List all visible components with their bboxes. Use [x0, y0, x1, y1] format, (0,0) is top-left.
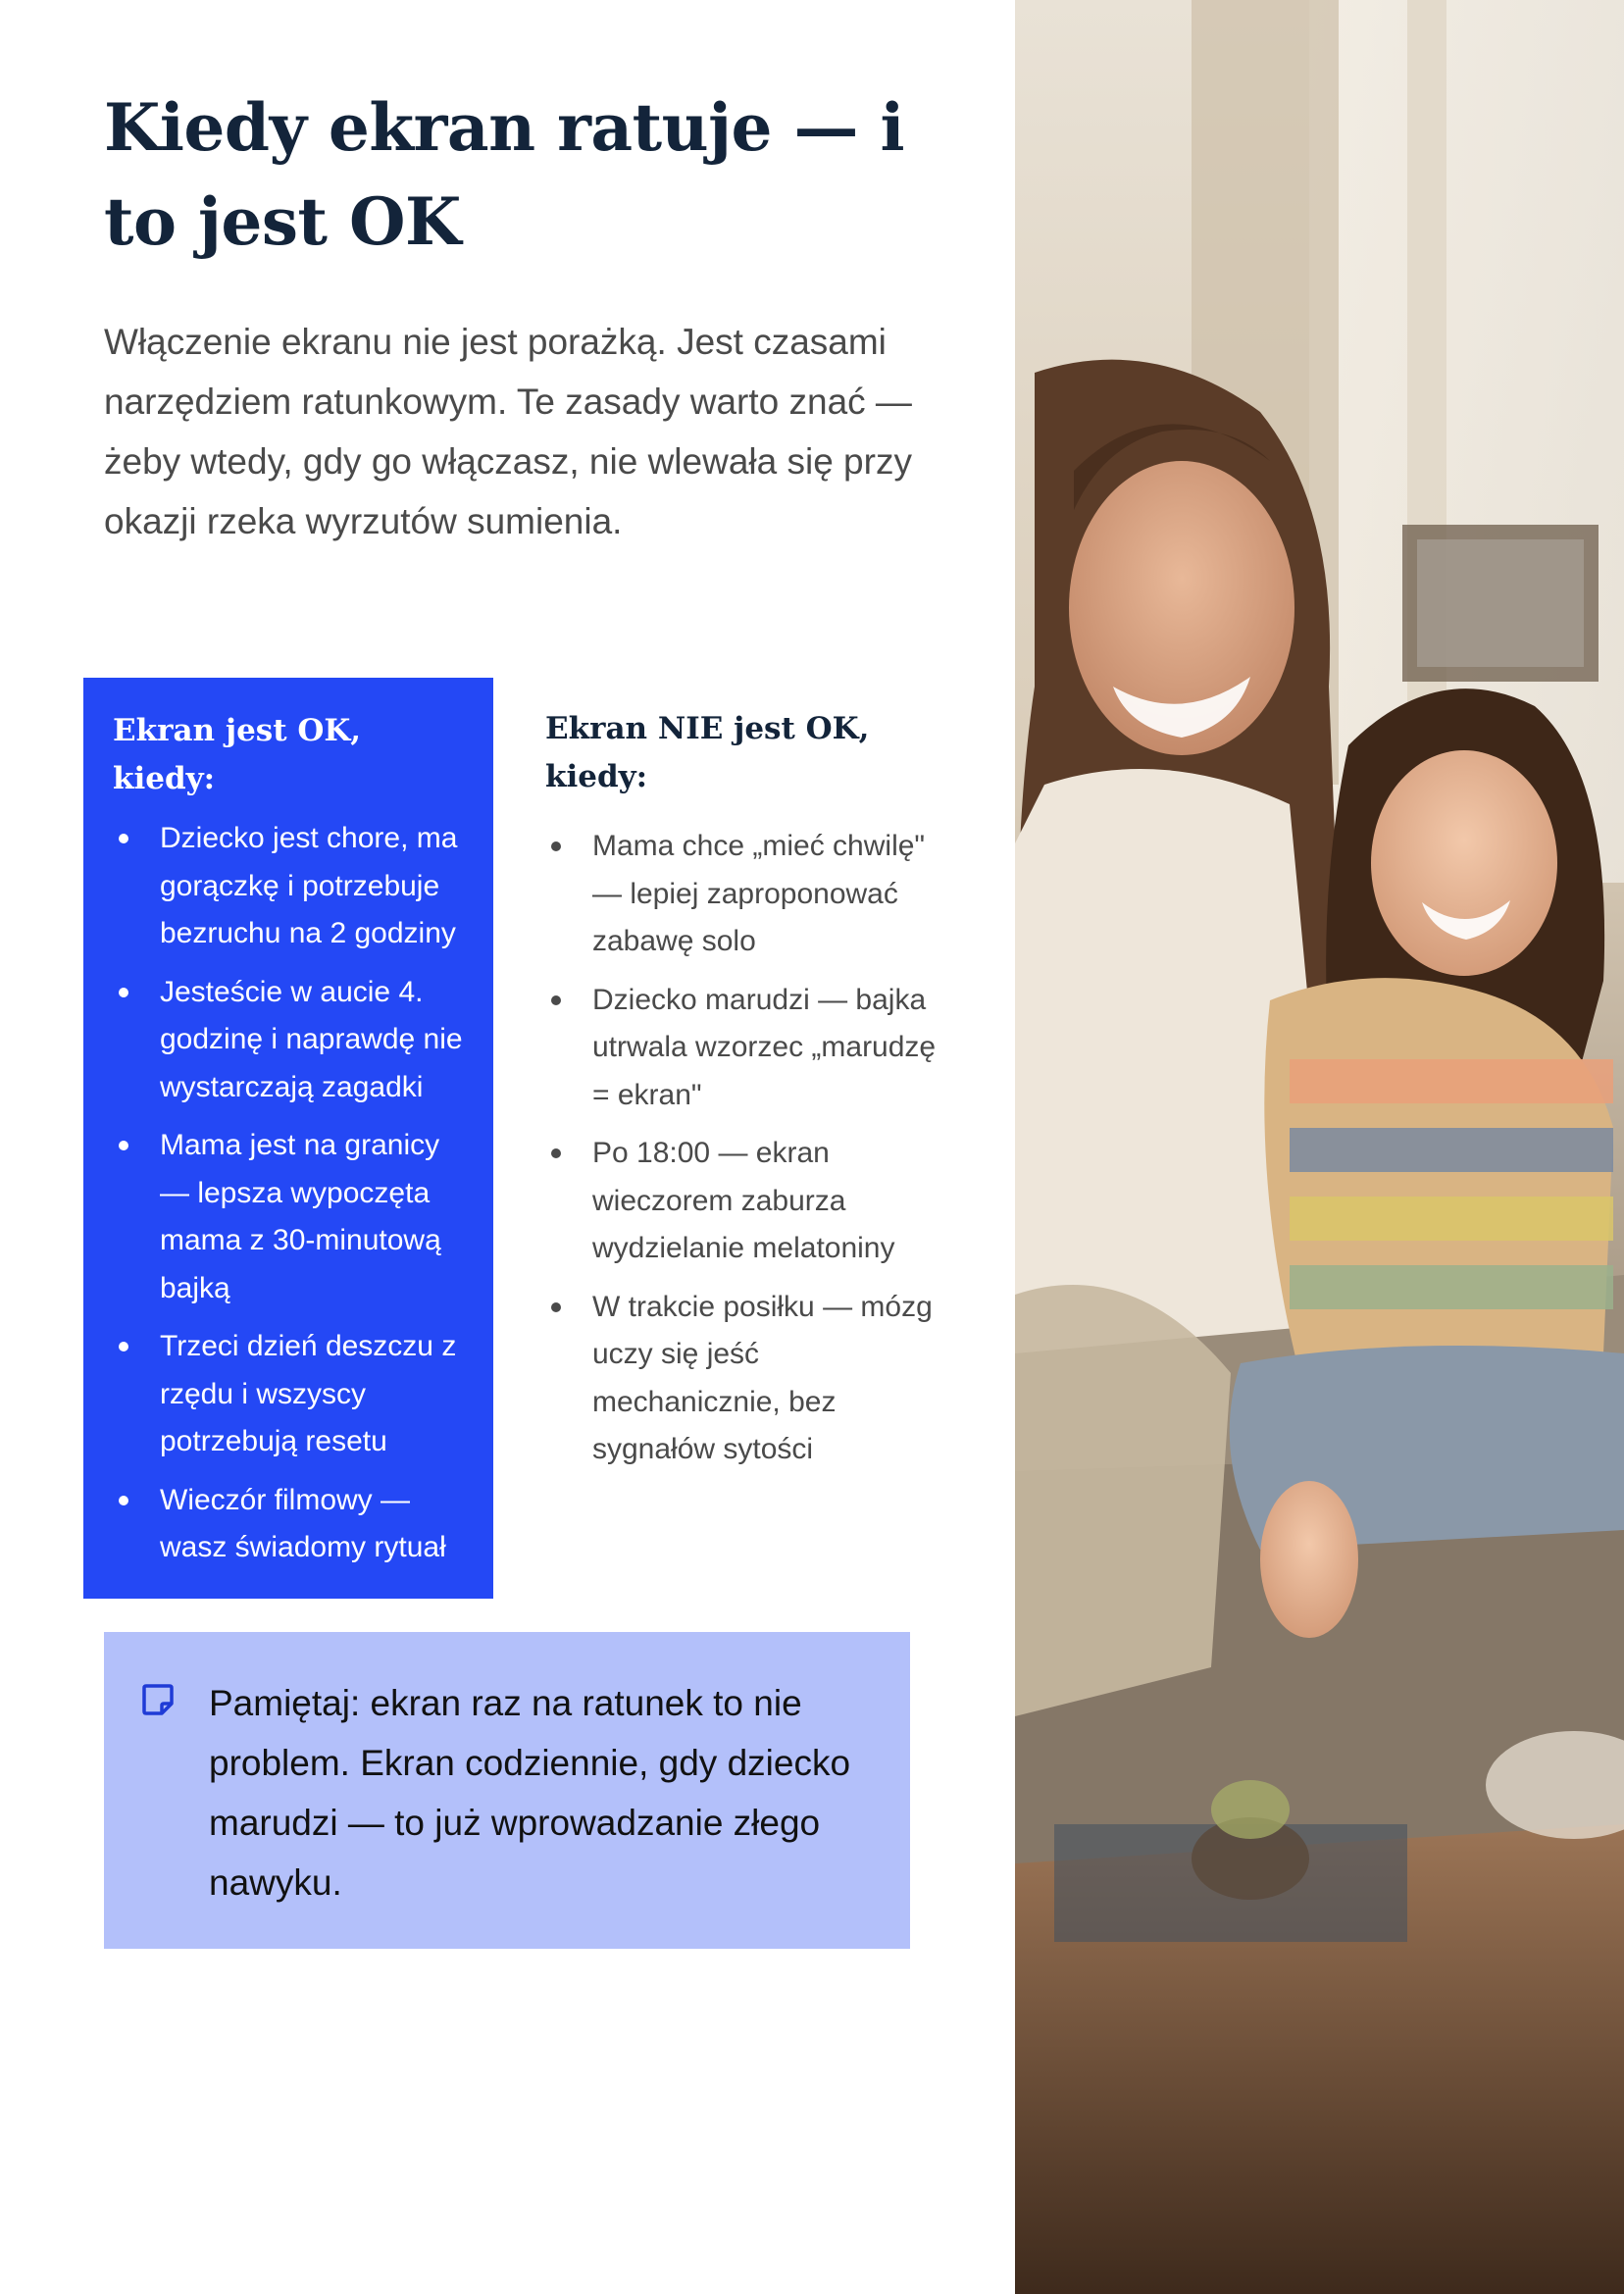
- list-item-text: W trakcie posiłku — mózg uczy się jeść mechanicznie, bez sygnałów sytości: [592, 1290, 933, 1465]
- bullet-icon: [551, 1302, 561, 1312]
- bullet-icon: [551, 1148, 561, 1158]
- bullet-icon: [119, 834, 128, 843]
- screen-not-ok-heading: Ekran NIE jest OK, kiedy:: [545, 711, 870, 794]
- mother-and-daughter-on-sofa-photo: [1015, 0, 1624, 2294]
- list-item-text: Jesteście w aucie 4. godzinę i naprawdę nie wystarczają zagadki: [160, 975, 463, 1103]
- screen-ok-list: [113, 815, 464, 1572]
- screen-ok-box: [83, 678, 493, 1599]
- list-item: [113, 969, 464, 1112]
- bullet-icon: [551, 841, 561, 851]
- bullet-icon: [119, 988, 128, 997]
- screen-ok-heading: Ekran jest OK, kiedy:: [113, 713, 362, 796]
- list-item-text: Wieczór filmowy — wasz świadomy rytuał: [160, 1483, 446, 1563]
- bullet-icon: [119, 1496, 128, 1505]
- list-item: [113, 1122, 464, 1312]
- list-item: [545, 1284, 938, 1474]
- list-item-text: Dziecko jest chore, ma gorączkę i potrzebuje bezruchu na 2 godziny: [160, 822, 458, 949]
- intro-paragraph: Włączenie ekranu nie jest porażką. Jest czasami narzędziem ratunkowym. Te zasady warto znać — żeby wtedy, gdy go włączasz, nie wlewała się przy okazji rzeka wyrzutów sumienia.: [104, 322, 912, 541]
- list-item: [113, 1477, 464, 1572]
- page-title: Kiedy ekran ratuje — i to jest OK: [104, 89, 905, 260]
- note-icon: [141, 1683, 175, 1716]
- screen-not-ok-list: [545, 823, 938, 1474]
- screen-not-ok-section: [545, 705, 938, 1485]
- bullet-icon: [119, 1141, 128, 1150]
- list-item-text: Trzeci dzień deszczu z rzędu i wszyscy potrzebują resetu: [160, 1330, 457, 1457]
- bullet-icon: [551, 995, 561, 1005]
- list-item-text: Mama chce „mieć chwilę" — lepiej zaproponować zabawę solo: [592, 830, 926, 957]
- list-item-text: Mama jest na granicy — lepsza wypoczęta mama z 30-minutową bajką: [160, 1129, 441, 1304]
- list-item: [545, 823, 938, 966]
- list-item-text: Po 18:00 — ekran wieczorem zaburza wydzielanie melatoniny: [592, 1137, 895, 1264]
- list-item: [113, 1323, 464, 1466]
- bullet-icon: [119, 1342, 128, 1351]
- list-item: [545, 977, 938, 1120]
- reminder-callout: [104, 1632, 910, 1949]
- list-item-text: Dziecko marudzi — bajka utrwala wzorzec „marudzę = ekran": [592, 983, 937, 1111]
- list-item: [545, 1130, 938, 1273]
- reminder-text: Pamiętaj: ekran raz na ratunek to nie problem. Ekran codziennie, gdy dziecko marudzi — to już wprowadzanie złego nawyku.: [209, 1683, 851, 1903]
- list-item: [113, 815, 464, 958]
